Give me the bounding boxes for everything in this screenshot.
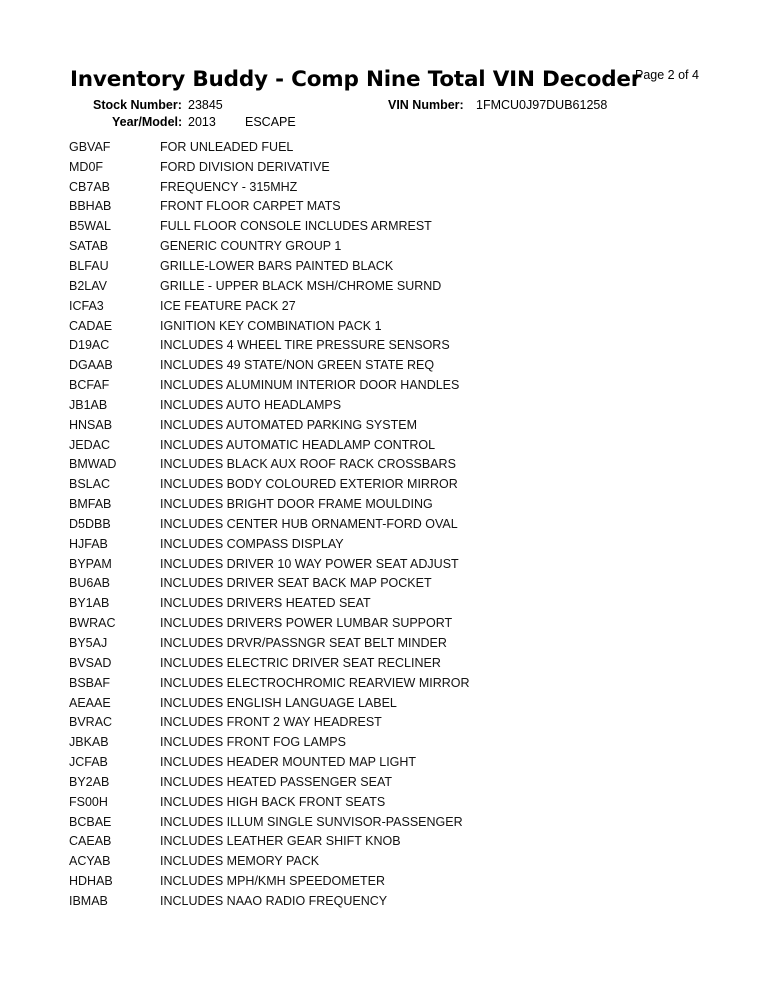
option-code-row bbox=[69, 395, 470, 415]
option-code-row bbox=[69, 732, 470, 752]
option-description: INCLUDES ILLUM SINGLE SUNVISOR-PASSENGER bbox=[160, 814, 463, 829]
option-code-row bbox=[69, 355, 470, 375]
document-title: Inventory Buddy - Comp Nine Total VIN Decoder bbox=[70, 67, 642, 92]
option-description: INCLUDES MEMORY PACK bbox=[160, 854, 320, 869]
option-code-row bbox=[69, 613, 470, 633]
option-code-row bbox=[69, 534, 470, 554]
option-code: HJFAB bbox=[69, 536, 108, 551]
option-description: INCLUDES DRIVERS HEATED SEAT bbox=[160, 596, 371, 611]
option-code: AEAAE bbox=[69, 695, 111, 710]
option-code-row bbox=[69, 494, 470, 514]
option-description: INCLUDES ELECTRIC DRIVER SEAT RECLINER bbox=[160, 655, 441, 670]
option-description: INCLUDES HIGH BACK FRONT SEATS bbox=[160, 794, 386, 809]
option-description: INCLUDES BLACK AUX ROOF RACK CROSSBARS bbox=[160, 457, 456, 472]
option-description: INCLUDES FRONT FOG LAMPS bbox=[160, 735, 346, 750]
option-code-row bbox=[69, 812, 470, 832]
option-code: BCBAE bbox=[69, 814, 112, 829]
option-description: INCLUDES MPH/KMH SPEEDOMETER bbox=[160, 874, 386, 889]
option-description: FORD DIVISION DERIVATIVE bbox=[160, 159, 330, 174]
option-description: INCLUDES DRIVER 10 WAY POWER SEAT ADJUST bbox=[160, 556, 459, 571]
option-code: IBMAB bbox=[69, 893, 108, 908]
option-code: B2LAV bbox=[69, 278, 107, 293]
option-code: BMFAB bbox=[69, 497, 112, 512]
option-code-row bbox=[69, 216, 470, 236]
option-code: HNSAB bbox=[69, 417, 113, 432]
option-description: GENERIC COUNTRY GROUP 1 bbox=[160, 239, 342, 254]
option-code-row bbox=[69, 375, 470, 395]
option-code-row bbox=[69, 851, 470, 871]
option-description: IGNITION KEY COMBINATION PACK 1 bbox=[160, 318, 382, 333]
option-code-row bbox=[69, 712, 470, 732]
option-description: INCLUDES DRIVERS POWER LUMBAR SUPPORT bbox=[160, 616, 453, 631]
option-description: FOR UNLEADED FUEL bbox=[160, 139, 294, 154]
option-code-row bbox=[69, 236, 470, 256]
option-description: FREQUENCY - 315MHZ bbox=[160, 179, 298, 194]
option-code: JCFAB bbox=[69, 755, 108, 770]
option-code: BCFAF bbox=[69, 378, 110, 393]
option-description: INCLUDES COMPASS DISPLAY bbox=[160, 536, 344, 551]
option-code-row bbox=[69, 157, 470, 177]
option-code: BVSAD bbox=[69, 655, 112, 670]
option-code-row bbox=[69, 415, 470, 435]
option-code: BY2AB bbox=[69, 774, 110, 789]
page-number: Page 2 of 4 bbox=[635, 68, 699, 82]
option-description: INCLUDES FRONT 2 WAY HEADREST bbox=[160, 715, 382, 730]
option-description: INCLUDES NAAO RADIO FREQUENCY bbox=[160, 893, 388, 908]
option-code-row bbox=[69, 653, 470, 673]
vin-number-label: VIN Number: bbox=[388, 98, 464, 112]
option-code-row bbox=[69, 871, 470, 891]
option-description: INCLUDES ENGLISH LANGUAGE LABEL bbox=[160, 695, 397, 710]
option-code: MD0F bbox=[69, 159, 104, 174]
option-code-row bbox=[69, 772, 470, 792]
option-description: INCLUDES AUTO HEADLAMPS bbox=[160, 397, 342, 412]
option-code: BBHAB bbox=[69, 199, 112, 214]
option-description: ICE FEATURE PACK 27 bbox=[160, 298, 296, 313]
option-code: CB7AB bbox=[69, 179, 110, 194]
option-code: ICFA3 bbox=[69, 298, 104, 313]
option-code: GBVAF bbox=[69, 139, 111, 154]
option-code-row bbox=[69, 296, 470, 316]
option-code: BU6AB bbox=[69, 576, 110, 591]
option-code: B5WAL bbox=[69, 219, 111, 234]
option-code: JEDAC bbox=[69, 437, 110, 452]
option-code-row bbox=[69, 752, 470, 772]
option-description: INCLUDES AUTOMATIC HEADLAMP CONTROL bbox=[160, 437, 436, 452]
option-code-row bbox=[69, 455, 470, 475]
option-description: INCLUDES AUTOMATED PARKING SYSTEM bbox=[160, 417, 417, 432]
option-code-row bbox=[69, 197, 470, 217]
option-code: BY5AJ bbox=[69, 636, 108, 651]
option-description: INCLUDES 49 STATE/NON GREEN STATE REQ bbox=[160, 358, 435, 373]
option-code-row bbox=[69, 832, 470, 852]
vin-number-value: 1FMCU0J97DUB61258 bbox=[476, 98, 608, 112]
option-code: BSLAC bbox=[69, 477, 110, 492]
option-code-row bbox=[69, 256, 470, 276]
option-code-row bbox=[69, 514, 470, 534]
option-code-row bbox=[69, 554, 470, 574]
option-code: BMWAD bbox=[69, 457, 117, 472]
option-code: JBKAB bbox=[69, 735, 109, 750]
option-description: INCLUDES BRIGHT DOOR FRAME MOULDING bbox=[160, 497, 433, 512]
option-code: BVRAC bbox=[69, 715, 113, 730]
option-code-row bbox=[69, 177, 470, 197]
option-description: INCLUDES BODY COLOURED EXTERIOR MIRROR bbox=[160, 477, 458, 492]
option-description: INCLUDES 4 WHEEL TIRE PRESSURE SENSORS bbox=[160, 338, 450, 353]
option-code-row bbox=[69, 335, 470, 355]
option-code-row bbox=[69, 673, 470, 693]
stock-number-label: Stock Number: bbox=[93, 98, 182, 112]
option-code-row bbox=[69, 316, 470, 336]
option-code: BWRAC bbox=[69, 616, 116, 631]
option-code: FS00H bbox=[69, 794, 108, 809]
option-description: INCLUDES HEATED PASSENGER SEAT bbox=[160, 774, 392, 789]
option-code-row bbox=[69, 891, 470, 911]
option-description: INCLUDES DRIVER SEAT BACK MAP POCKET bbox=[160, 576, 432, 591]
option-code-row bbox=[69, 474, 470, 494]
option-code: BYPAM bbox=[69, 556, 112, 571]
option-code-row bbox=[69, 693, 470, 713]
option-description: INCLUDES LEATHER GEAR SHIFT KNOB bbox=[160, 834, 401, 849]
year-model-label: Year/Model: bbox=[112, 115, 183, 129]
option-description: INCLUDES DRVR/PASSNGR SEAT BELT MINDER bbox=[160, 636, 447, 651]
option-code: CADAE bbox=[69, 318, 113, 333]
option-code: D5DBB bbox=[69, 516, 111, 531]
option-code-row bbox=[69, 137, 470, 157]
option-code: HDHAB bbox=[69, 874, 113, 889]
option-description: INCLUDES ELECTROCHROMIC REARVIEW MIRROR bbox=[160, 675, 470, 690]
option-code: DGAAB bbox=[69, 358, 113, 373]
option-code: BLFAU bbox=[69, 258, 109, 273]
option-code-row bbox=[69, 574, 470, 594]
option-code: JB1AB bbox=[69, 397, 108, 412]
option-code-row bbox=[69, 276, 470, 296]
option-code: SATAB bbox=[69, 239, 109, 254]
model-value: ESCAPE bbox=[245, 115, 296, 129]
option-code: BSBAF bbox=[69, 675, 110, 690]
option-description: INCLUDES ALUMINUM INTERIOR DOOR HANDLES bbox=[160, 378, 460, 393]
option-code: BY1AB bbox=[69, 596, 110, 611]
option-code-row bbox=[69, 435, 470, 455]
option-description: FULL FLOOR CONSOLE INCLUDES ARMREST bbox=[160, 219, 432, 234]
option-code: ACYAB bbox=[69, 854, 111, 869]
option-description: INCLUDES CENTER HUB ORNAMENT-FORD OVAL bbox=[160, 516, 458, 531]
option-code: CAEAB bbox=[69, 834, 112, 849]
option-description: GRILLE - UPPER BLACK MSH/CHROME SURND bbox=[160, 278, 442, 293]
option-code: D19AC bbox=[69, 338, 110, 353]
option-description: GRILLE-LOWER BARS PAINTED BLACK bbox=[160, 258, 394, 273]
option-code-list bbox=[69, 137, 470, 911]
year-value: 2013 bbox=[188, 115, 216, 129]
option-description: FRONT FLOOR CARPET MATS bbox=[160, 199, 341, 214]
option-description: INCLUDES HEADER MOUNTED MAP LIGHT bbox=[160, 755, 417, 770]
option-code-row bbox=[69, 792, 470, 812]
option-code-row bbox=[69, 633, 470, 653]
option-code-row bbox=[69, 593, 470, 613]
stock-number-value: 23845 bbox=[188, 98, 223, 112]
